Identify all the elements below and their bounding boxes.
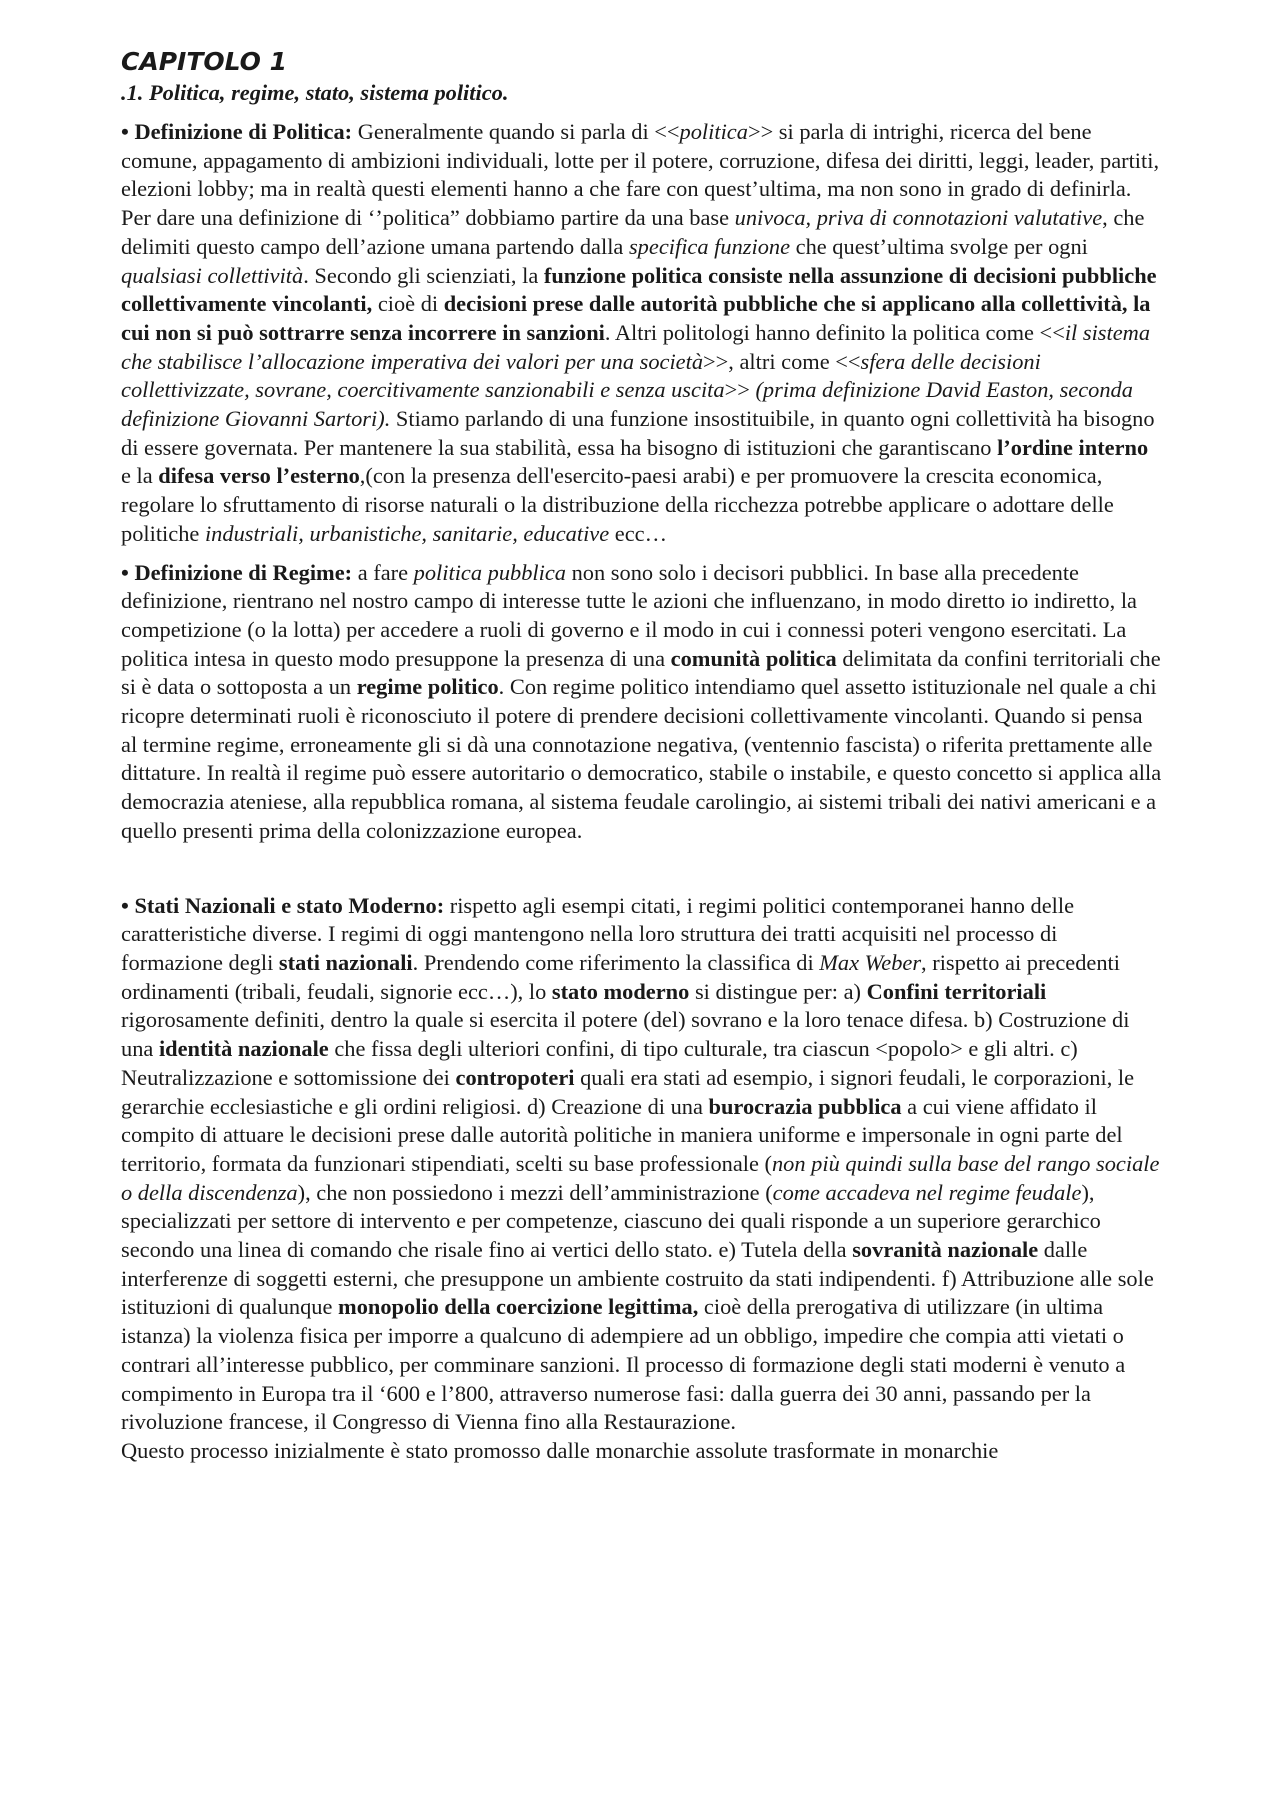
- italic-phrase: specifica funzione: [628, 233, 791, 259]
- text-run: cioè della prerogativa di utilizzare (in ultima istanza) la violenza fisica per imporre a qualcuno di adempiere ad un obbligo, impedire che compia atti vietati o contrari all’interesse pubblico, per comminare sanzioni. Il processo di formazione degli stati moderni è venuto a compimento in Europa tra il ‘600 e l’800, attraverso numerose fasi: dalla guerra dei 30 anni, passando per la rivoluzione francese, il Congresso di Vienna fino alla Restaurazione.: [121, 1294, 1126, 1435]
- bold-phrase: monopolio della coercizione legittima,: [338, 1294, 699, 1320]
- text-run: che fissa degli ulteriori confini, di tipo culturale, tra ciascun <popolo> e gli altri. c) Neutralizzazione e sottomissione dei: [121, 1036, 1078, 1090]
- chapter-heading: CAPITOLO 1: [121, 47, 288, 76]
- italic-phrase: non più quindi sulla base del rango sociale o della discendenza: [121, 1150, 1160, 1205]
- text-run: non sono solo i decisori pubblici. In base alla precedente definizione, rientrano nel nostro campo di interesse tutte le azioni che influenzano, in modo diretto io indiretto, la competizione (o la lotta) per accedere a ruoli di governo e il modo in cui i connessi poteri vengono esercitati. La politica intesa in questo modo presuppone la presenza di una: [121, 559, 1137, 671]
- text-run: rispetto agli esempi citati, i regimi politici contemporanei hanno delle caratteristiche diverse. I regimi di oggi mantengono nella loro struttura dei tratti acquisiti nel processo di formazione degli: [121, 892, 1075, 975]
- paragraph-stato-moderno: [121, 892, 1163, 1466]
- bold-phrase: contropoteri: [455, 1064, 575, 1090]
- text-run: . Con regime politico intendiamo quel assetto istituzionale nel quale a chi ricopre determinati ruoli è riconosciuto il potere di prendere decisioni collettivamente vincolanti. Quando si pensa al termine regime, erroneamente gli si dà una connotazione negativa, (ventennio fascista) o riferita prettamente alle dittature. In realtà il regime può essere autoritario o democratico, stabile o instabile, e questo concetto si applica alla democrazia ateniese, alla repubblica romana, al sistema feudale carolingio, ai sistemi tribali dei nativi americani e a quello presenti prima della colonizzazione europea.: [121, 674, 1162, 843]
- bold-phrase: stati nazionali: [278, 949, 413, 975]
- paragraph-text: [121, 119, 1159, 546]
- text-run: , rispetto ai precedenti ordinamenti (tribali, feudali, signorie ecc…), lo: [121, 949, 1120, 1004]
- document-body: [121, 46, 1163, 1476]
- text-run: Stiamo parlando di una funzione insostituibile, in quanto ogni collettività ha bisogno di essere governata. Per mantenere la sua stabilità, essa ha bisogno di istituzioni che garantiscano: [121, 406, 1155, 460]
- bold-phrase: Confini territoriali: [866, 978, 1047, 1004]
- text-run: si distingue per: a): [689, 978, 867, 1004]
- text-run: . Secondo gli scienziati, la: [303, 262, 544, 288]
- text-run: dalle interferenze di soggetti esterni, che presuppone un ambiente costruito da stati indipendenti. f) Attribuzione alle sole istituzioni di qualunque: [121, 1237, 1154, 1320]
- bold-phrase: regime politico: [356, 674, 499, 700]
- bullet-marker: •: [121, 119, 129, 144]
- bullet-marker: •: [121, 559, 129, 585]
- bold-phrase: Definizione di Politica:: [134, 119, 353, 144]
- text-run: ), specializzati per settore di intervento e per competenze, ciascuno dei quali risponde a un superiore gerarchico secondo una linea di comando che risale fino ai vertici dello stato. e) Tutela della: [121, 1179, 1101, 1263]
- bold-phrase: identità nazionale: [158, 1036, 329, 1062]
- text-run: rigorosamente definiti, dentro la quale si esercita il potere (del) sovrano e la loro tenace difesa. b) Costruzione di una: [121, 1007, 1130, 1062]
- text-run: ecc…: [609, 520, 667, 546]
- section-heading: .1. Politica, regime, stato, sistema politico.: [121, 80, 509, 105]
- bold-phrase: burocrazia pubblica: [708, 1093, 902, 1119]
- italic-phrase: Max Weber: [819, 949, 922, 975]
- bold-phrase: Stati Nazionali e stato Moderno:: [134, 892, 445, 918]
- bold-phrase: decisioni prese dalle autorità pubbliche che si applicano alla collettività, la cui non si può sottrarre senza incorrere in sanzioni: [121, 291, 1151, 345]
- paragraph-regime: [121, 559, 1163, 846]
- italic-phrase: politica: [679, 119, 748, 144]
- italic-phrase: (prima definizione David Easton, seconda definizione Giovanni Sartori).: [121, 377, 1133, 432]
- text-run: delimitata da confini territoriali che si è data o sottoposta a un: [121, 645, 1161, 700]
- text-run: quali era stati ad esempio, i signori feudali, le corporazioni, le gerarchie ecclesiastiche e gli ordini religiosi. d) Creazione di una: [121, 1064, 1135, 1119]
- italic-phrase: univoca, priva di connotazioni valutative: [734, 205, 1103, 231]
- text-run: >> si parla di intrighi, ricerca del bene comune, appagamento di ambizioni individuali, lotte per il potere, corruzione, difesa dei diritti, leggi, leader, partiti, elezioni lobby; ma in realtà questi elementi hanno a che fare con quest’ultima, ma non sono in grado di definirla. Per dare una definizione di ‘’politica” dobbiamo partire da una base: [121, 119, 1160, 231]
- bold-phrase: stato moderno: [551, 978, 690, 1004]
- text-run: Generalmente quando si parla di <<: [352, 119, 680, 144]
- bold-phrase: Definizione di Regime:: [134, 559, 353, 585]
- italic-phrase: qualsiasi collettività: [121, 262, 304, 288]
- italic-phrase: il sistema che stabilisce l’allocazione imperativa dei valori per una società: [121, 319, 1151, 374]
- text-run: >>: [724, 377, 756, 403]
- paragraph-text: [121, 893, 1159, 1435]
- text-run: ,(con la presenza dell'esercito-paesi arabi) e per promuovere la crescita economica, regolare lo sfruttamento di risorse naturali o la distribuzione della ricchezza potrebbe applicare o adottare delle politiche: [121, 463, 1114, 546]
- italic-phrase: come accadeva nel regime feudale: [772, 1179, 1082, 1205]
- text-run: . Altri politologi hanno definito la politica come <<: [604, 319, 1065, 345]
- text-run: cioè di: [372, 291, 444, 317]
- bold-phrase: funzione politica consiste nella assunzione di decisioni pubbliche collettivamente vincolanti,: [121, 262, 1157, 317]
- text-run: che quest’ultima svolge per ogni: [790, 233, 1088, 259]
- text-run: >>, altri come <<: [703, 348, 861, 374]
- text-run: e la: [121, 463, 159, 489]
- paragraph-text: [121, 560, 1161, 843]
- italic-phrase: sfera delle decisioni collettivizzate, sovrane, coercitivamente sanzionabili e senza uscita: [121, 348, 1041, 403]
- bullet-marker: •: [121, 892, 129, 918]
- bold-phrase: l’ordine interno: [997, 434, 1149, 460]
- closing-line: Questo processo inizialmente è stato promosso dalle monarchie assolute trasformate in monarchie: [121, 1437, 999, 1463]
- italic-phrase: politica pubblica: [413, 559, 567, 585]
- bold-phrase: difesa verso l’esterno: [158, 463, 360, 489]
- text-run: . Prendendo come riferimento la classifica di: [412, 949, 820, 975]
- bold-phrase: sovranità nazionale: [852, 1237, 1039, 1263]
- paragraph-politica: [121, 118, 1163, 549]
- text-run: ), che non possiedono i mezzi dell’amministrazione (: [297, 1179, 773, 1205]
- italic-phrase: industriali, urbanistiche, sanitarie, educative: [204, 520, 610, 546]
- text-run: a fare: [352, 559, 414, 585]
- text-run: , che delimiti questo campo dell’azione umana partendo dalla: [121, 205, 1145, 259]
- bold-phrase: comunità politica: [670, 645, 837, 671]
- text-run: a cui viene affidato il compito di attuare le decisioni prese dalle autorità politiche in maniera uniforme e impersonale in ogni parte del territorio, formata da funzionari stipendiati, scelti su base professionale (: [121, 1093, 1123, 1176]
